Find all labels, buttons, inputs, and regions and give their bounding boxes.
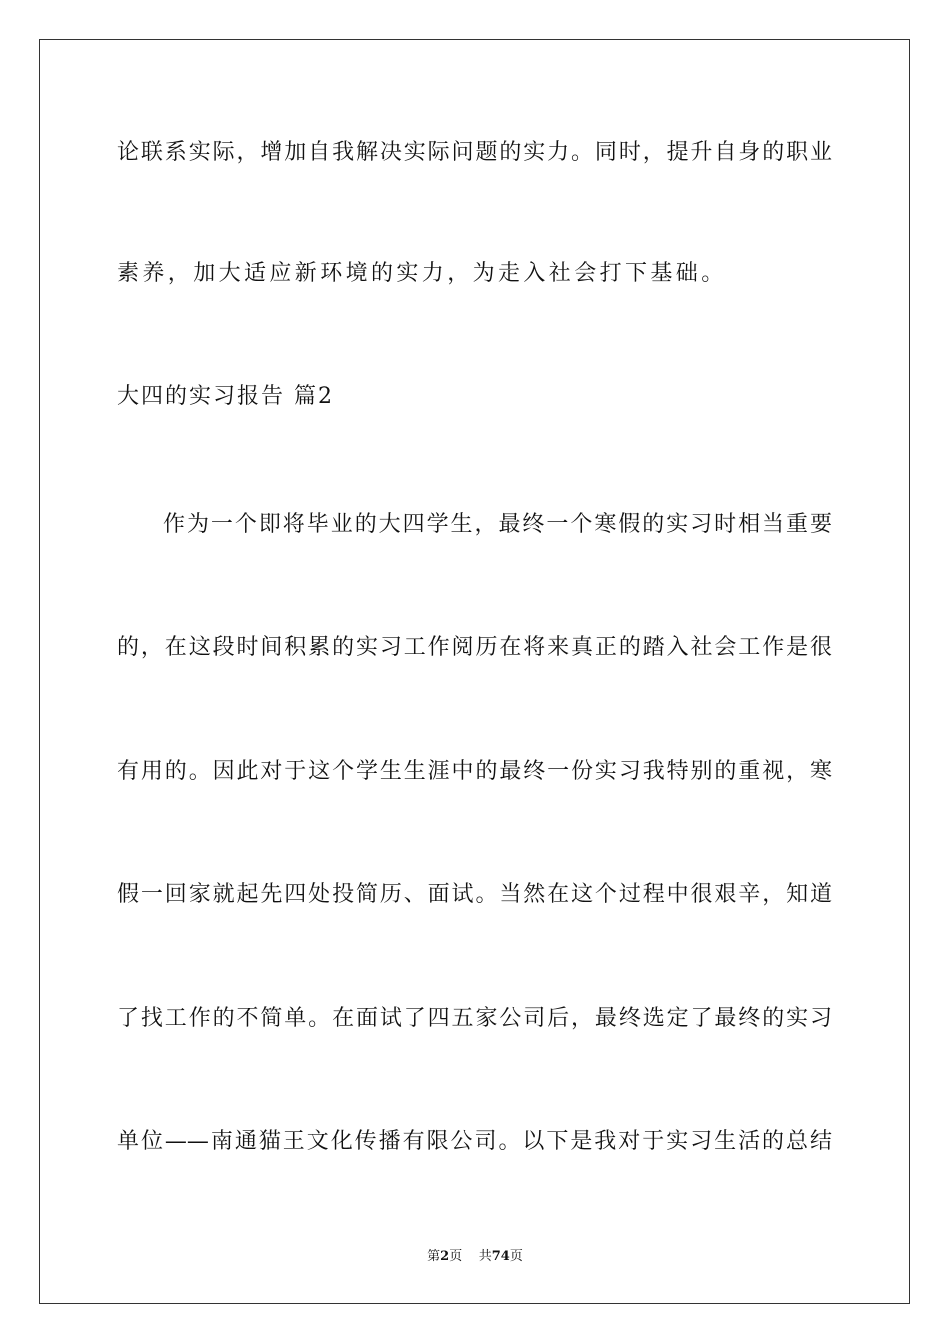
paragraph-line-8: 单位——南通猫王文化传播有限公司。以下是我对于实习生活的总结	[117, 1129, 832, 1154]
paragraph-line-3: 作为一个即将毕业的大四学生，最终一个寒假的实习时相当重要	[163, 512, 832, 537]
paragraph-line-4: 的，在这段时间积累的实习工作阅历在将来真正的踏入社会工作是很	[117, 635, 832, 660]
paragraph-line-2: 素养，加大适应新环境的实力，为走入社会打下基础。	[117, 261, 727, 286]
paragraph-line-6: 假一回家就起先四处投简历、面试。当然在这个过程中很艰辛，知道	[117, 882, 832, 907]
page-border	[39, 39, 910, 1304]
page-footer	[0, 1248, 950, 1266]
footer-total-suffix: 页	[509, 1249, 523, 1264]
section-heading: 大四的实习报告 篇2	[117, 384, 334, 409]
paragraph-line-7: 了找工作的不简单。在面试了四五家公司后，最终选定了最终的实习	[117, 1006, 832, 1031]
paragraph-line-5: 有用的。因此对于这个学生生涯中的最终一份实习我特别的重视，寒	[117, 759, 832, 784]
footer-page-suffix: 页	[449, 1249, 463, 1264]
footer-page-prefix: 第	[427, 1249, 441, 1264]
footer-total-number: 74	[491, 1249, 510, 1264]
footer-total-prefix: 共	[478, 1249, 492, 1264]
footer-page-number: 2	[440, 1249, 450, 1264]
paragraph-line-1: 论联系实际，增加自我解决实际问题的实力。同时，提升自身的职业	[117, 140, 832, 165]
